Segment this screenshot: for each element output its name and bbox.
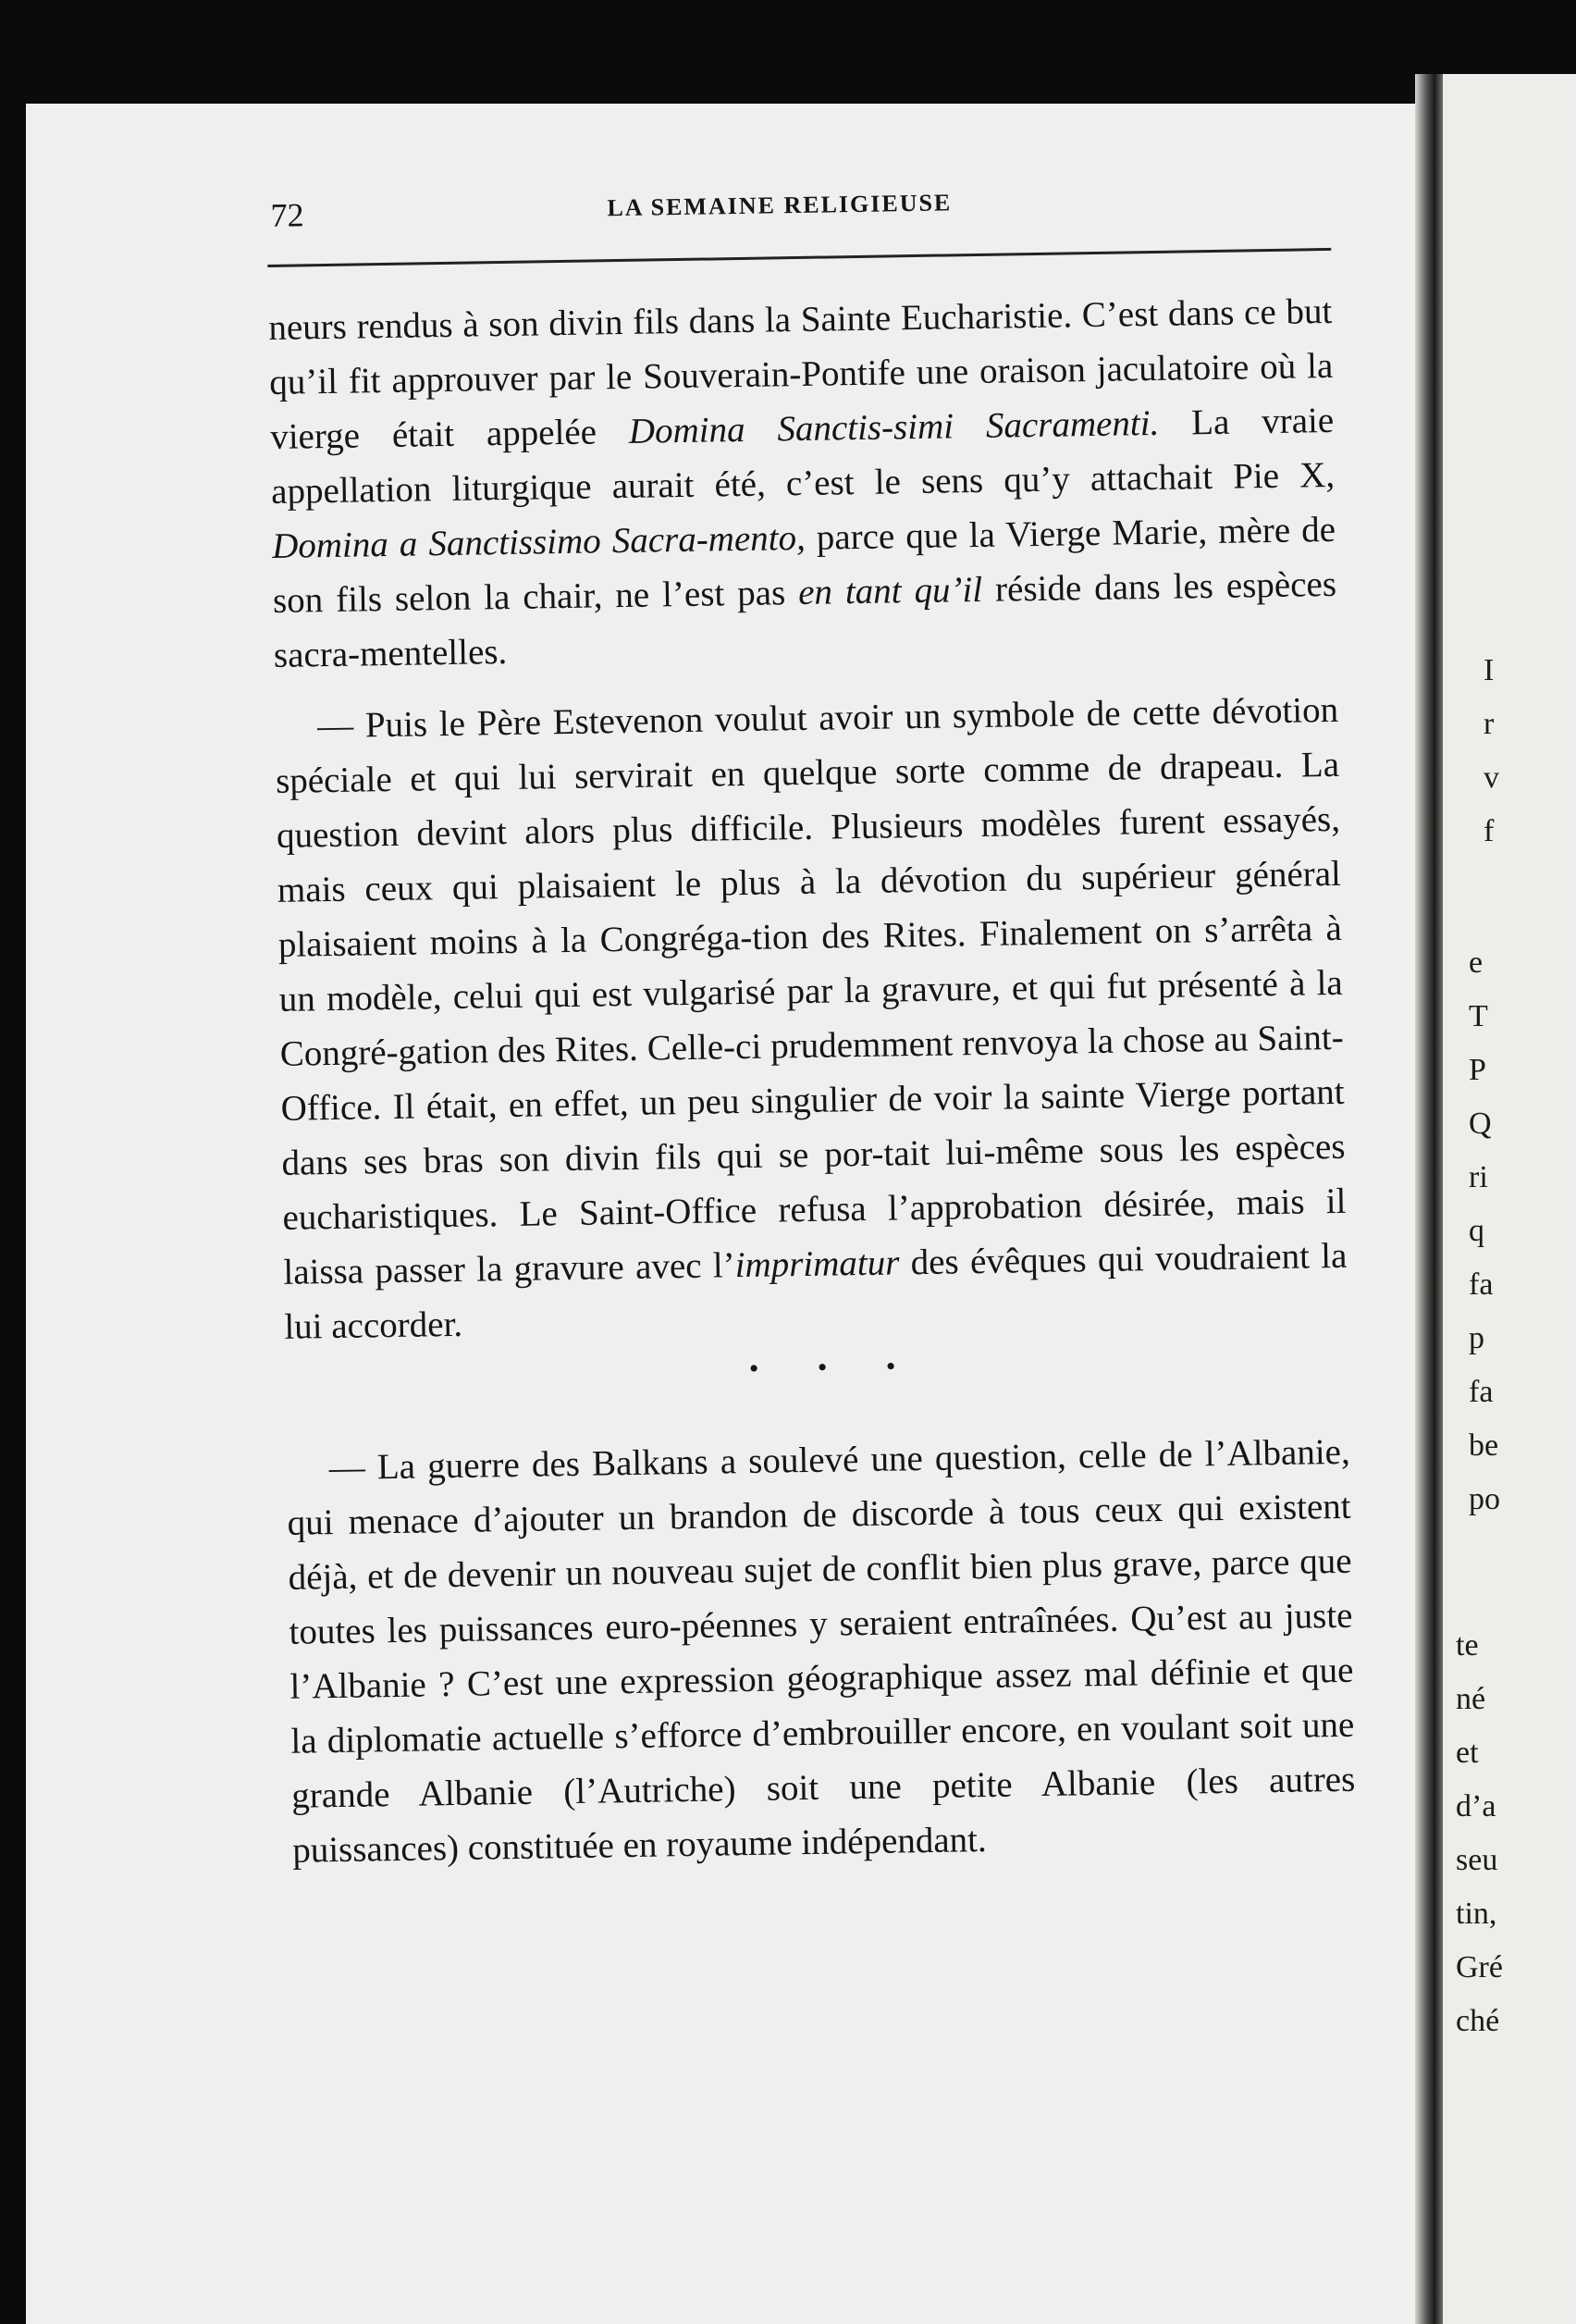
text-run: parce que la Vierge Marie, mère de son fils selon la chair, ne l’est pas	[272, 509, 1336, 621]
paragraph-eucharist	[268, 284, 1337, 683]
facing-page-fragment: et	[1456, 1736, 1479, 1770]
italic-run: Domina a Sanctissimo Sacra-mento,	[271, 517, 806, 566]
paragraph-albanie	[286, 1425, 1356, 1878]
italic-run: en tant qu’il	[797, 569, 983, 613]
facing-page-fragment: fa	[1469, 1375, 1494, 1409]
facing-page-fragment: I	[1484, 653, 1495, 687]
header-rule	[267, 248, 1331, 267]
facing-page-fragment: v	[1484, 760, 1499, 795]
text-run: La vraie appellation liturgique aurait été, c’est le sens qu’y attachait Pie X,	[270, 400, 1336, 512]
page-text-block	[266, 168, 1357, 1878]
section-break-dots: • • •	[748, 1351, 922, 1384]
facing-page-fragment: q	[1469, 1214, 1484, 1248]
journal-title: LA SEMAINE RELIGIEUSE	[607, 189, 953, 222]
italic-run: Domina Sanctis-simi Sacramenti.	[628, 402, 1160, 451]
text-run: réside dans les espèces sacra-mentelles.	[273, 563, 1337, 675]
page-gutter	[1415, 74, 1443, 2324]
facing-page	[1443, 74, 1576, 2324]
facing-page-fragment: ri	[1469, 1160, 1488, 1194]
facing-page-fragment: P	[1469, 1053, 1486, 1087]
page-number: 72	[270, 196, 304, 234]
text-run: neurs rendus à son divin fils dans la Sainte Eucharistie. C’est dans ce but qu’il fit approuver par le Souverain-Pontife une oraison jaculatoire où la vierge était appelée	[268, 290, 1334, 457]
facing-page-fragment: Gré	[1456, 1950, 1503, 1984]
facing-page-fragment: f	[1484, 814, 1495, 848]
facing-page-fragment: né	[1456, 1682, 1486, 1716]
text-run: — Puis le Père Estevenon voulut avoir un symbole de cette dévotion spéciale et qui lui servirait en quelque sorte comme de drapeau. La question devint alors plus difficile. Plusieurs modèles furent essayés, mais ceux qui plaisaient le plus à la dévotion du supérieur général plaisaient moins à la Congréga-tion des Rites. Finalement on s’arrêta à un modèle, celui qui est vulgarisé par la gravure, et qui fut présenté à la Congré-gation des Rites. Celle-ci prudemment renvoya la chose au Saint-Office. Il était, en effet, un peu singulier de voir la sainte Vierge portant dans ses bras son divin fils qui se por-tait lui-même sous les espèces eucharistiques. Le Saint-Office refusa l’approbation désirée, mais il laissa passer la gravure avec l’	[275, 689, 1347, 1292]
italic-run: imprimatur	[734, 1242, 900, 1286]
facing-page-fragment: T	[1469, 999, 1488, 1033]
facing-page-fragment: be	[1469, 1428, 1499, 1463]
facing-page-fragment: Q	[1469, 1106, 1492, 1141]
facing-page-fragment: d’a	[1456, 1789, 1496, 1823]
facing-page-fragment: seu	[1456, 1843, 1498, 1877]
facing-page-fragment: te	[1456, 1628, 1479, 1663]
paragraph-symbole	[275, 683, 1348, 1354]
facing-page-fragment: e	[1469, 946, 1484, 980]
facing-page-fragment: fa	[1469, 1267, 1494, 1302]
facing-page-fragment: p	[1469, 1321, 1484, 1355]
facing-page-fragment: ché	[1456, 2004, 1500, 2038]
text-run: des évêques qui voudraient la lui accorder.	[284, 1235, 1348, 1347]
facing-page-fragment: r	[1484, 707, 1495, 741]
text-run: — La guerre des Balkans a soulevé une question, celle de l’Albanie, qui menace d’ajouter un brandon de discorde à tous ceux qui existent déjà, et de devenir un nouveau sujet de conflit bien plus grave, parce que toutes les puissances euro-péennes y seraient entraînées. Qu’est au juste l’Albanie ? C’est une expression géographique assez mal définie et que la diplomatie actuelle s’efforce d’embrouiller encore, en voulant soit une grande Albanie (l’Autriche) soit une petite Albanie (les autres puissances) constituée en royaume indépendant.	[287, 1431, 1356, 1871]
facing-page-fragment: tin,	[1456, 1897, 1497, 1931]
facing-page-fragment: po	[1469, 1482, 1500, 1516]
